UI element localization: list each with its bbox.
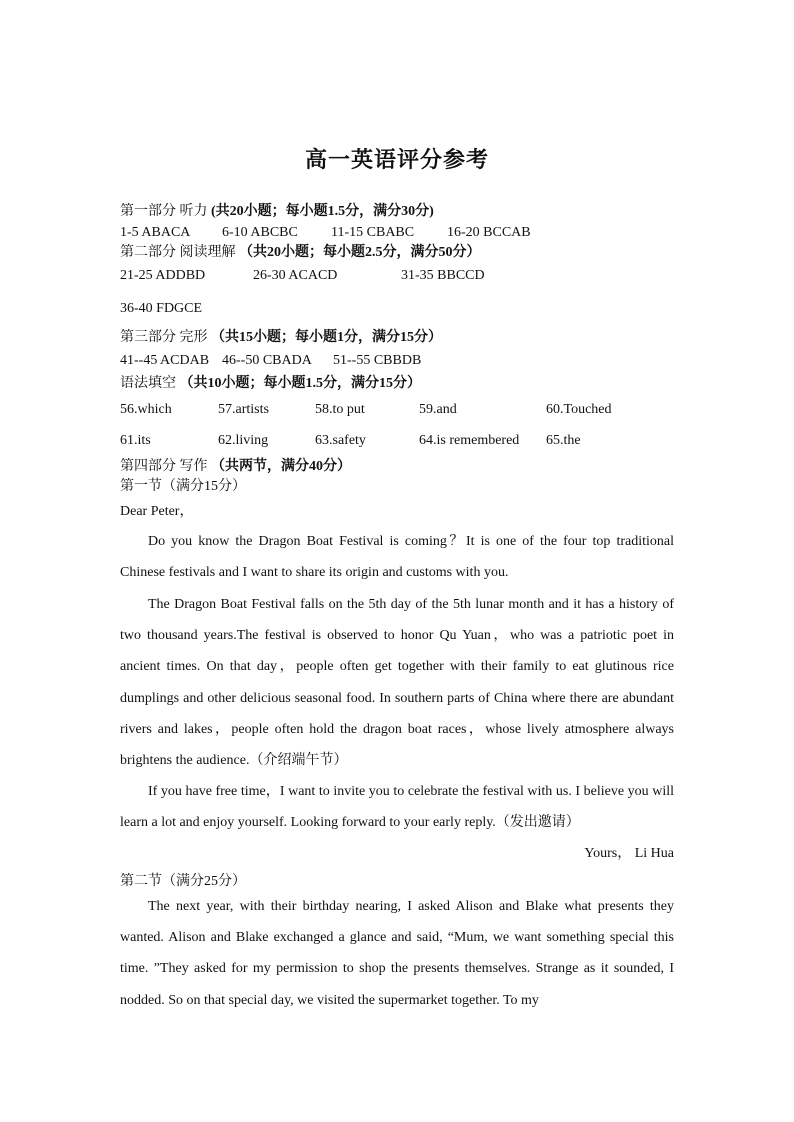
part3-heading xyxy=(120,329,442,347)
answer-group: 21-25 ADDBD xyxy=(120,268,206,283)
answer-group: 1-5 ABACA xyxy=(120,225,191,240)
answer-group: 26-30 ACACD xyxy=(253,268,338,283)
part1-note: (共20小题；每小题1.5分，满分30分) xyxy=(211,204,434,219)
part4-note: （共两节，满分40分） xyxy=(211,459,351,474)
section1-heading: 第一节（满分15分） xyxy=(120,479,246,494)
page-title: 高一英语评分参考 xyxy=(304,147,489,173)
letter-paragraph: Do you know the Dragon Boat Festival is coming？It is one of the four top traditional Chinese festivals and I want to share its origin and customs with you. xyxy=(120,534,674,581)
grammar-answer: 60.Touched xyxy=(546,402,612,417)
answer-group: 31-35 BBCCD xyxy=(401,268,485,283)
grammar-answer: 62.living xyxy=(218,433,269,448)
part1-label: 第一部分 听力 xyxy=(120,204,208,219)
answer-group: 6-10 ABCBC xyxy=(222,225,298,240)
section2-heading: 第二节（满分25分） xyxy=(120,874,246,889)
answer-group: 51--55 CBBDB xyxy=(333,353,422,368)
answer-group: 16-20 BCCAB xyxy=(447,225,531,240)
grammar-heading xyxy=(120,375,421,393)
part2-label: 第二部分 阅读理解 xyxy=(120,245,236,260)
letter-greeting: Dear Peter， xyxy=(120,504,194,519)
part2-heading xyxy=(120,244,481,262)
grammar-answer: 65.the xyxy=(546,433,581,448)
grammar-answer: 59.and xyxy=(419,402,457,417)
grammar-answer: 61.its xyxy=(120,433,151,448)
answer-group: 36-40 FDGCE xyxy=(120,301,203,316)
grammar-note: （共10小题；每小题1.5分，满分15分） xyxy=(179,376,421,391)
grammar-answer: 64.is remembered xyxy=(419,433,520,448)
grammar-answer: 56.which xyxy=(120,402,172,417)
letter-paragraph: The Dragon Boat Festival falls on the 5th day of the 5th lunar month and it has a history of two thousand years.The festival is observed to honor Qu Yuan，who was a patriotic poet in ancient times. On that day，people often get together with their family to eat glutinous rice dumplings and other delicious seasonal food. In southern parts of China where there are abundant rivers and lakes，people often hold the dragon boat races，whose lively atmosphere always brightens the audience.（介绍端午节） xyxy=(120,597,674,769)
part2-note: （共20小题；每小题2.5分，满分50分） xyxy=(239,245,481,260)
answer-group: 41--45 ACDAB xyxy=(120,353,210,368)
part4-heading xyxy=(120,458,351,476)
essay-paragraph: The next year, with their birthday nearing, I asked Alison and Blake what presents they wanted. Alison and Blake exchanged a glance and said, “Mum, we want something special this time. ”They asked for my permission to shop the presents themselves. Strange as it sounded, I nodded. So on that special day, we visited the supermarket together. To my xyxy=(120,899,674,1008)
grammar-answer: 63.safety xyxy=(315,433,366,448)
letter-closing: Yours， Li Hua xyxy=(584,846,674,861)
grammar-label: 语法填空 xyxy=(120,376,176,391)
answer-group: 46--50 CBADA xyxy=(222,353,312,368)
part3-label: 第三部分 完形 xyxy=(120,330,208,345)
answer-group: 11-15 CBABC xyxy=(331,225,415,240)
grammar-answer: 57.artists xyxy=(218,402,269,417)
part3-note: （共15小题；每小题1分，满分15分） xyxy=(211,330,442,345)
part1-heading xyxy=(120,203,434,221)
part4-label: 第四部分 写作 xyxy=(120,459,208,474)
letter-paragraph: If you have free time，I want to invite you to celebrate the festival with us. I believe you will learn a lot and enjoy yourself. Looking forward to your early reply.（发出邀请） xyxy=(120,784,674,831)
grammar-answer: 58.to put xyxy=(315,402,365,417)
